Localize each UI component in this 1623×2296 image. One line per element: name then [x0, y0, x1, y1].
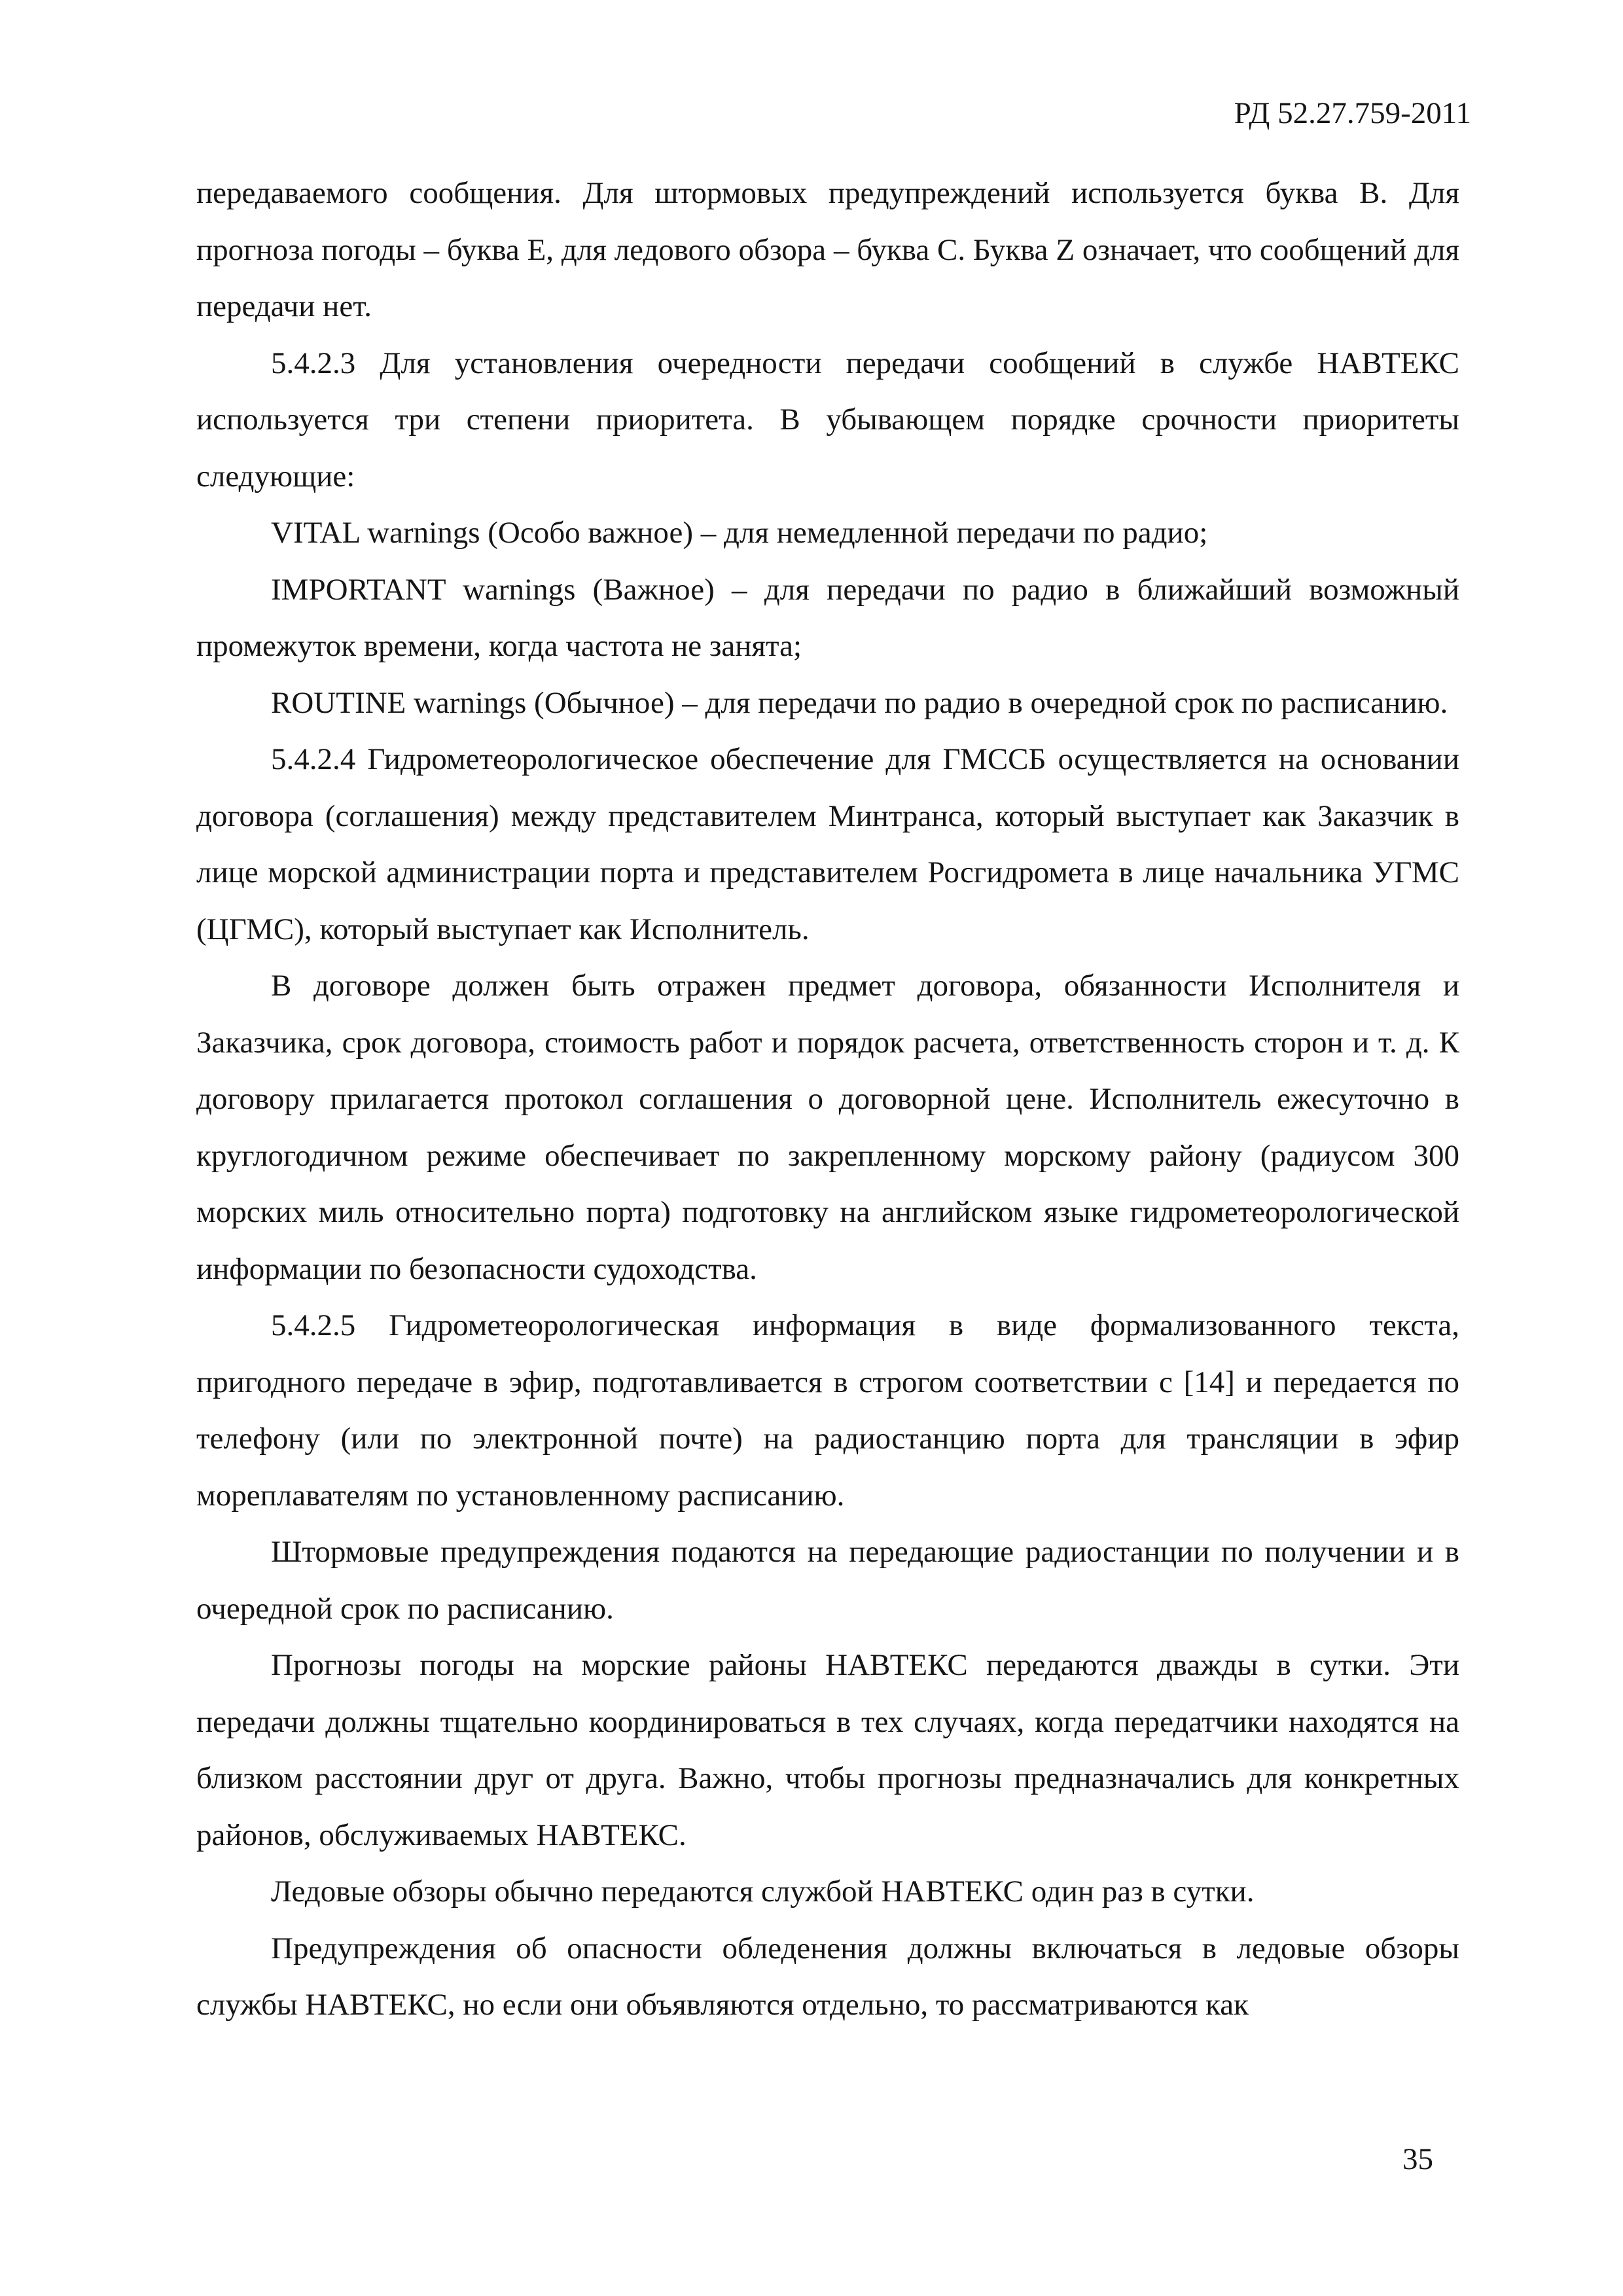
paragraph-5-4-2-4: 5.4.2.4 Гидрометеорологическое обеспечение для ГМССБ осуществляется на основании договора (соглашения) между представителем Минтранса, который выступает как Заказчик в лице морской администрации порта и представителем Росгидромета в лице начальника УГМС (ЦГМС), который выступает как Исполнитель.: [196, 742, 1459, 946]
paragraph-continuation: передаваемого сообщения. Для штормовых предупреждений используется буква B. Для прогноза погоды – буква E, для ледового обзора – буква C. Буква Z означает, что сообщений для передачи нет.: [196, 176, 1459, 323]
document-code: РД 52.27.759-2011: [1234, 96, 1471, 130]
paragraph-5-4-2-5: 5.4.2.5 Гидрометеорологическая информация в виде формализованного текста, пригодного передаче в эфир, подготавливается в строгом соответствии с [14] и передается по телефону (или по электронной почте) на радиостанцию порта для трансляции в эфир мореплавателям по установленному расписанию.: [196, 1308, 1459, 1513]
paragraph-5-4-2-3: 5.4.2.3 Для установления очередности передачи сообщений в службе НАВТЕКС используется три степени приоритета. В убывающем порядке срочности приоритеты следующие:: [196, 346, 1459, 493]
paragraph-important-warnings: IMPORTANT warnings (Важное) – для передачи по радио в ближайший возможный промежуток времени, когда частота не занята;: [196, 572, 1459, 663]
body-text: [196, 165, 1459, 2034]
paragraph-routine-warnings: ROUTINE warnings (Обычное) – для передачи по радио в очередной срок по расписанию.: [271, 685, 1448, 720]
paragraph-storm-warnings: Штормовые предупреждения подаются на передающие радиостанции по получении и в очередной срок по расписанию.: [196, 1535, 1459, 1626]
paragraph-ice-reviews: Ледовые обзоры обычно передаются службой НАВТЕКС один раз в сутки.: [271, 1874, 1255, 1909]
paragraph-vital-warnings: VITAL warnings (Особо важное) – для немедленной передачи по радио;: [271, 516, 1208, 550]
paragraph-weather-forecasts: Прогнозы погоды на морские районы НАВТЕКС передаются дважды в сутки. Эти передачи должны тщательно координироваться в тех случаях, когда передатчики находятся на близком расстоянии друг от друга. Важно, чтобы прогнозы предназначались для конкретных районов, обслуживаемых НАВТЕКС.: [196, 1648, 1459, 1852]
paragraph-contract: В договоре должен быть отражен предмет договора, обязанности Исполнителя и Заказчика, срок договора, стоимость работ и порядок расчета, ответственность сторон и т. д. К договору прилагается протокол соглашения о договорной цене. Исполнитель ежесуточно в круглогодичном режиме обеспечивает по закрепленному морскому району (радиусом 300 морских миль относительно порта) подготовку на английском языке гидрометеорологической информации по безопасности судоходства.: [196, 969, 1459, 1286]
page-number: 35: [1402, 2142, 1433, 2176]
paragraph-icing-warnings: Предупреждения об опасности обледенения должны включаться в ледовые обзоры службы НАВТЕКС, но если они объявляются отдельно, то рассматриваются как: [196, 1931, 1459, 2022]
